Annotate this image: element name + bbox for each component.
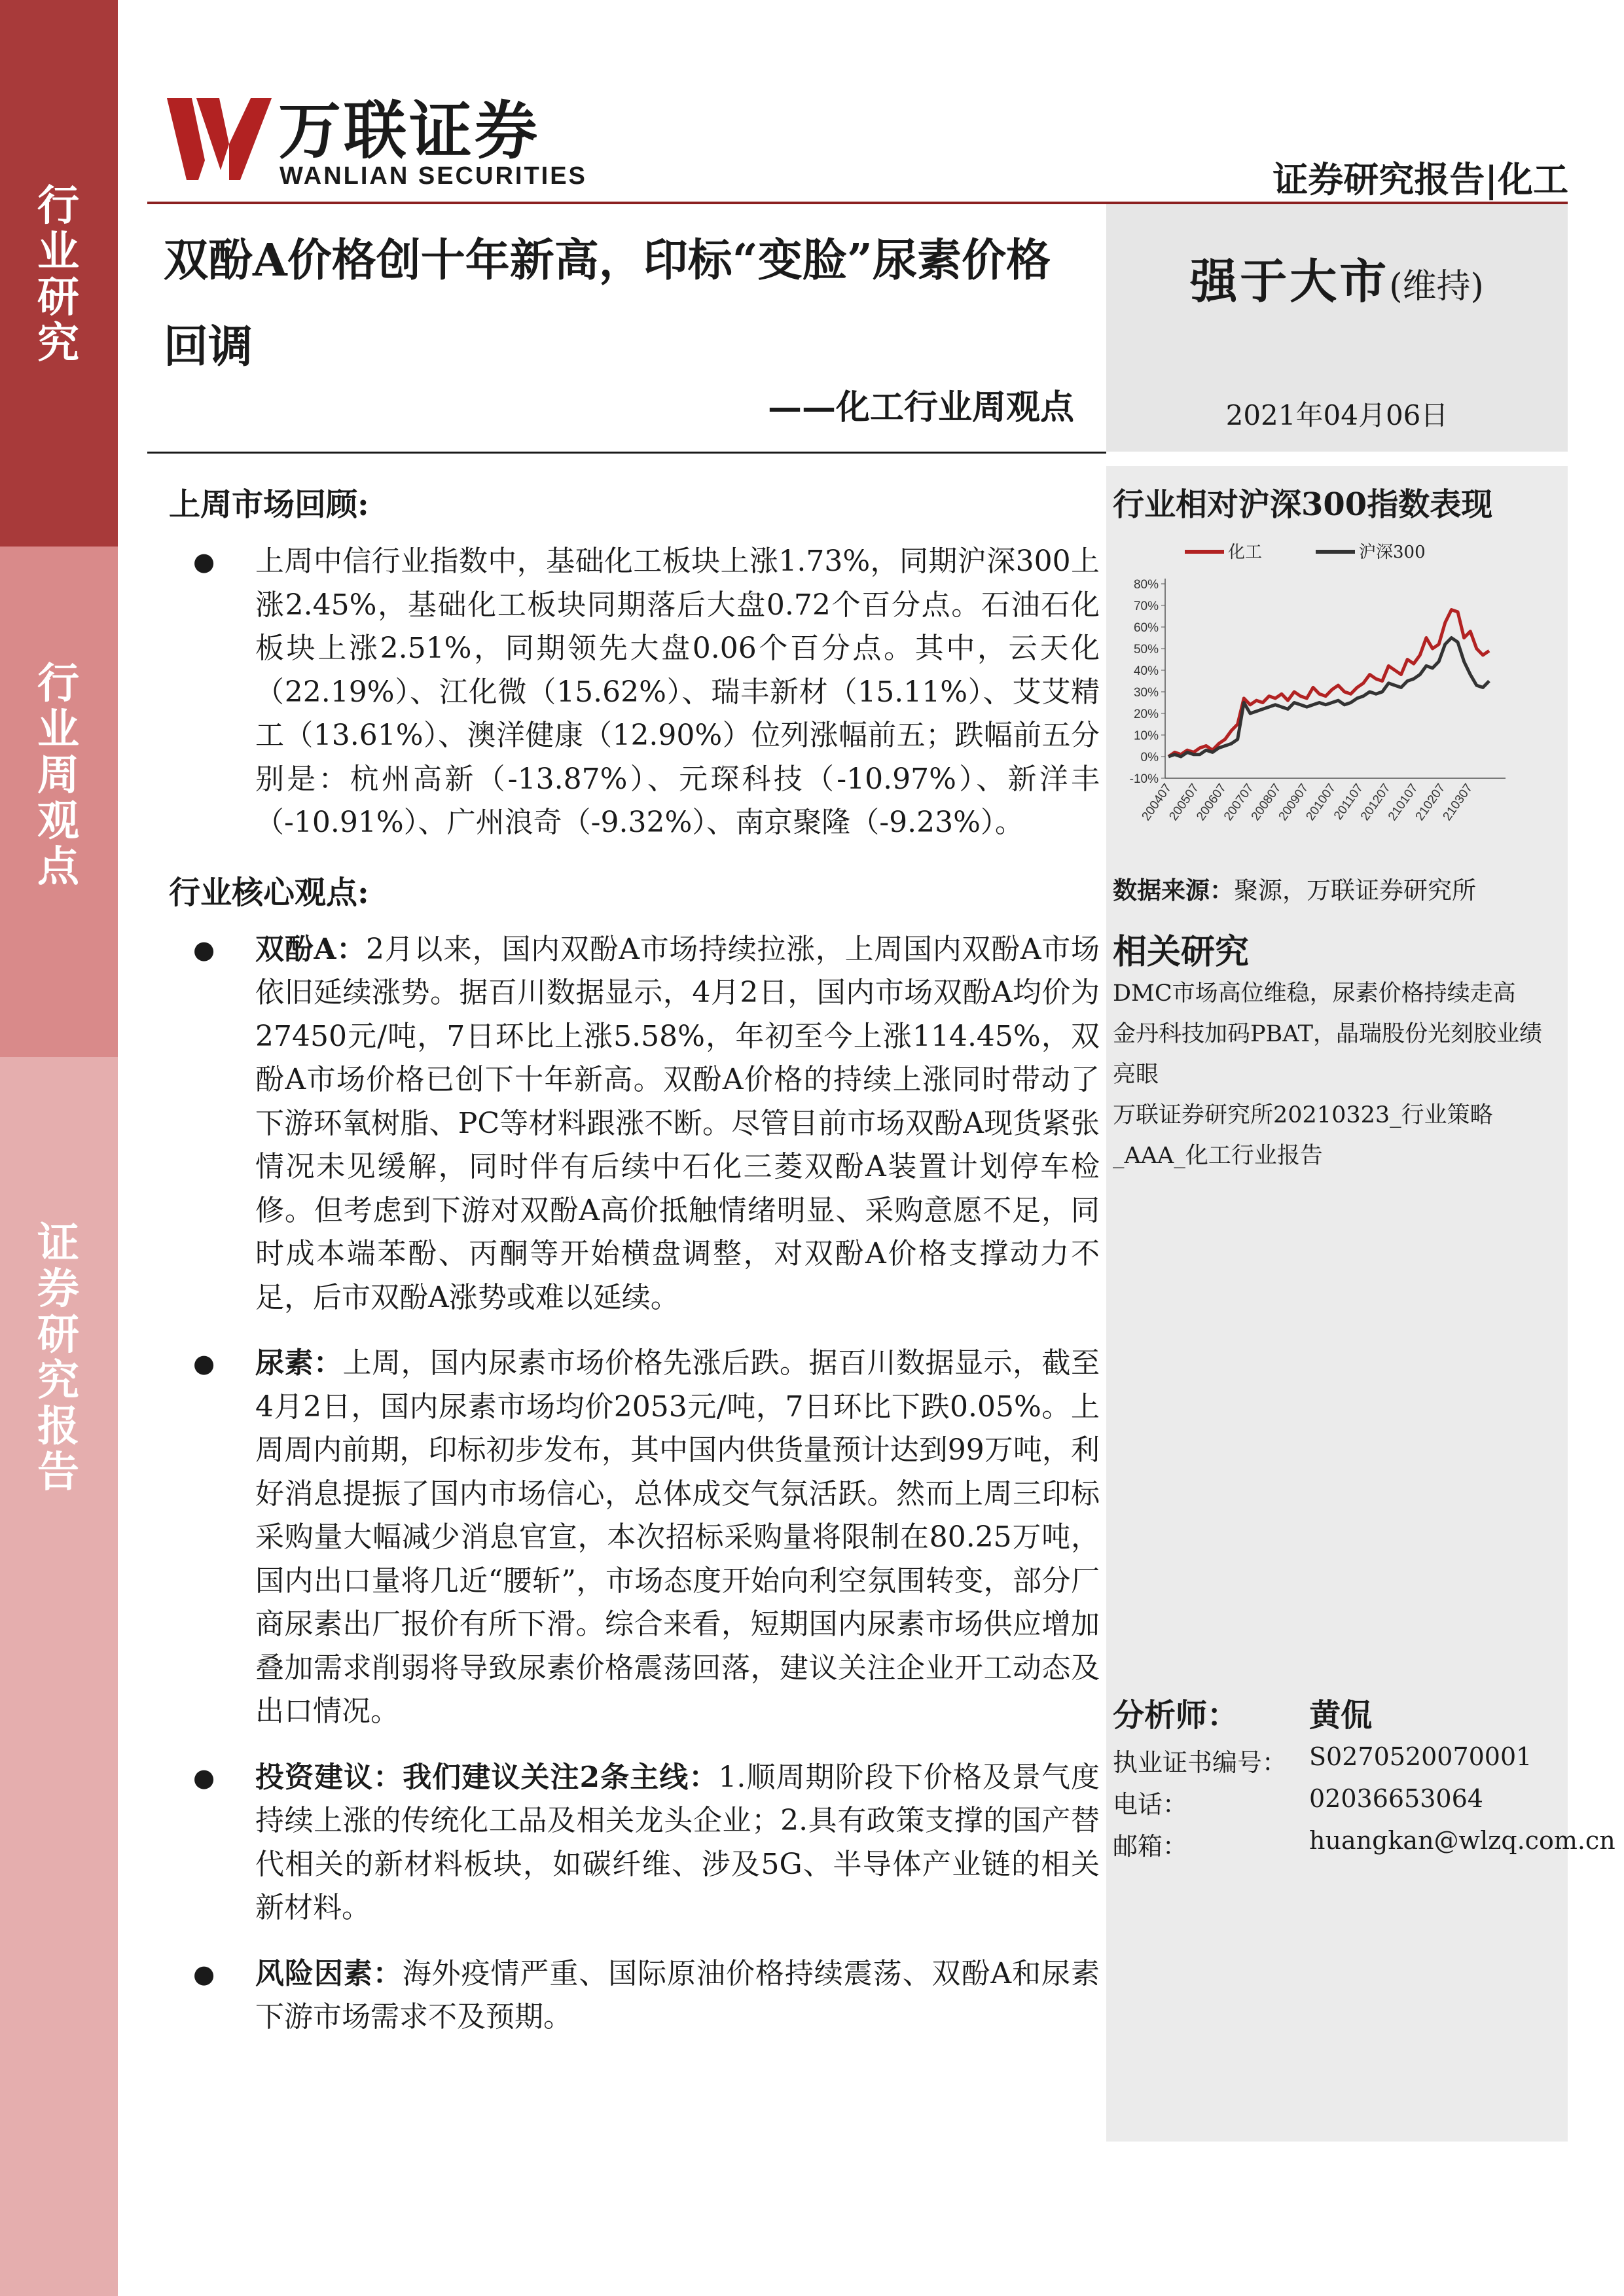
data-source bbox=[1113, 870, 1476, 906]
analyst-label: 分析师： bbox=[1113, 1697, 1239, 1734]
bullet-text: 上周中信行业指数中，基础化工板块上涨1.73%，同期沪深300上涨2.45%，基础化工板块同期落后大盘0.72个百分点。石油石化板块上涨2.51%，同期领先大盘0.06个百分点。其中，云天化（22.19%）、江化微（15.62%）、瑞丰新材（15.11%）、艾艾精工（13.61%）、澳洋健康（12.90%）位列涨幅前五；跌幅前五分别是：杭州高新（-13.87%）、元琛科技（-10.97%）、新洋丰（-10.91%）、广州浪奇（-9.32%）、南京聚隆（-9.23%）。 bbox=[255, 545, 1100, 839]
series-line-0 bbox=[1168, 610, 1489, 757]
bullet-paragraph bbox=[164, 1342, 1100, 1734]
x-tick-label: 200707 bbox=[1221, 781, 1257, 823]
legend-label: 沪深300 bbox=[1359, 543, 1426, 562]
y-tick-label: 0% bbox=[1140, 751, 1159, 764]
cert-number: S0270520070001 bbox=[1309, 1742, 1532, 1771]
bullet-lead: 投资建议：我们建议关注2条主线： bbox=[255, 1760, 719, 1794]
y-tick-label: 30% bbox=[1133, 686, 1159, 700]
phone-label: 电话： bbox=[1113, 1790, 1188, 1819]
x-tick-label: 200607 bbox=[1194, 781, 1229, 823]
side-label-research-report: 证券研究报告 bbox=[37, 1219, 81, 1497]
analyst-info bbox=[1113, 1690, 1615, 1868]
performance-chart bbox=[1113, 535, 1564, 862]
bullet-lead: 风险因素： bbox=[255, 1956, 403, 1990]
bullet-text: 上周，国内尿素市场价格先涨后跌。据百川数据显示，截至4月2日，国内尿素市场均价2053元/吨，7日环比下跌0.05%。上周周内前期，印标初步发布，其中国内供货量预计达到99万吨，利好消息提振了国内市场信心，总体成交气氛活跃。然而上周三印标采购量大幅减少消息官宣，本次招标采购量将限制在80.25万吨，国内出口量将几近“腰斩”，市场态度开始向利空氛围转变，部分厂商尿素出厂报价有所下滑。综合来看，短期国内尿素市场供应增加叠加需求削弱将导致尿素价格震荡回落，建议关注企业开工动态及出口情况。 bbox=[255, 1346, 1100, 1728]
y-tick-label: 60% bbox=[1133, 621, 1159, 635]
analyst-name: 黄侃 bbox=[1309, 1697, 1373, 1734]
rating-box bbox=[1106, 204, 1568, 452]
rating bbox=[1106, 243, 1568, 312]
bullet-paragraph bbox=[164, 928, 1100, 1320]
sidebar bbox=[1106, 466, 1615, 2142]
related-research-item[interactable]: 金丹科技加码PBAT，晶瑞股份光刻胶业绩亮眼 bbox=[1113, 1021, 1542, 1088]
side-label-industry-research: 行业研究 bbox=[37, 181, 81, 368]
data-source-label: 数据来源： bbox=[1113, 876, 1234, 905]
x-tick-label: 210107 bbox=[1385, 781, 1421, 823]
related-research-item[interactable]: 万联证券研究所20210323_行业策略_AAA_化工行业报告 bbox=[1113, 1102, 1493, 1169]
related-research-title: 相关研究 bbox=[1113, 932, 1250, 972]
y-tick-label: 20% bbox=[1133, 708, 1159, 721]
y-tick-label: -10% bbox=[1129, 772, 1159, 786]
x-tick-label: 201007 bbox=[1303, 781, 1339, 823]
legend-label: 化工 bbox=[1228, 543, 1263, 562]
y-tick-label: 40% bbox=[1133, 664, 1159, 678]
y-tick-label: 50% bbox=[1133, 643, 1159, 656]
bullet-paragraph bbox=[164, 540, 1100, 845]
x-tick-label: 210307 bbox=[1440, 781, 1476, 823]
rating-main: 强于大市 bbox=[1190, 253, 1390, 309]
report-type: 证券研究报告|化工 bbox=[1272, 158, 1568, 200]
x-tick-label: 210207 bbox=[1413, 781, 1449, 823]
report-title: 双酚A价格创十年新高，印标“变脸”尿素价格回调 bbox=[164, 234, 1051, 373]
related-research-list bbox=[1113, 973, 1561, 1176]
main-content bbox=[164, 458, 1100, 2062]
y-tick-label: 70% bbox=[1133, 600, 1159, 613]
x-tick-label: 200507 bbox=[1166, 781, 1202, 823]
phone-number: 02036653064 bbox=[1309, 1784, 1483, 1813]
x-tick-label: 201207 bbox=[1358, 781, 1394, 823]
bullet-lead: 尿素： bbox=[255, 1346, 343, 1380]
cert-label: 执业证书编号： bbox=[1113, 1748, 1288, 1777]
data-source-text: 聚源，万联证券研究所 bbox=[1234, 876, 1476, 905]
side-band bbox=[0, 0, 118, 2296]
logo-english-name: WANLIAN SECURITIES bbox=[280, 162, 587, 190]
y-tick-label: 10% bbox=[1133, 729, 1159, 743]
wanlian-logo-icon bbox=[167, 98, 272, 180]
side-label-weekly-view: 行业周观点 bbox=[37, 659, 81, 891]
x-tick-label: 200907 bbox=[1276, 781, 1312, 823]
email-address[interactable]: huangkan@wlzq.com.cn bbox=[1309, 1826, 1615, 1855]
report-subtitle: ——化工行业周观点 bbox=[767, 387, 1074, 427]
series-line-1 bbox=[1168, 638, 1489, 757]
bullet-paragraph bbox=[164, 1756, 1100, 1930]
rating-sub: (维持) bbox=[1389, 267, 1484, 306]
chart-title: 行业相对沪深300指数表现 bbox=[1113, 486, 1493, 523]
logo-chinese-name: 万联证券 bbox=[278, 94, 540, 168]
bullet-paragraph bbox=[164, 1952, 1100, 2039]
bullet-text: 1.顺周期阶段下价格及景气度持续上涨的传统化工品及相关龙头企业；2.具有政策支撑的国产替代相关的新材料板块，如碳纤维、涉及5G、半导体产业链的相关新材料。 bbox=[255, 1760, 1100, 1924]
email-label: 邮箱： bbox=[1113, 1832, 1188, 1861]
section-heading: 上周市场回顾: bbox=[169, 486, 369, 523]
company-logo bbox=[167, 85, 592, 190]
x-tick-label: 200807 bbox=[1248, 781, 1284, 823]
related-research-item[interactable]: DMC市场高位维稳，尿素价格持续走高 bbox=[1113, 980, 1516, 1007]
y-tick-label: 80% bbox=[1133, 578, 1159, 592]
bullet-text: 海外疫情严重、国际原油价格持续震荡、双酚A和尿素下游市场需求不及预期。 bbox=[255, 1956, 1100, 2034]
x-tick-label: 200407 bbox=[1139, 781, 1175, 823]
bullet-lead: 双酚A： bbox=[255, 932, 366, 966]
section-heading: 行业核心观点: bbox=[169, 874, 369, 911]
report-date: 2021年04月06日 bbox=[1225, 399, 1449, 431]
x-tick-label: 201107 bbox=[1331, 781, 1366, 823]
bullet-text: 2月以来，国内双酚A市场持续拉涨，上周国内双酚A市场依旧延续涨势。据百川数据显示，4月2日，国内市场双酚A均价为27450元/吨，7日环比上涨5.58%，年初至今上涨114.45%，双酚A市场价格已创下十年新高。双酚A价格的持续上涨同时带动了下游环氧树脂、PC等材料跟涨不断。尽管目前市场双酚A现货紧张情况未见缓解，同时伴有后续中石化三菱双酚A装置计划停车检修。但考虑到下游对双酚A高价抵触情绪明显、采购意愿不足，同时成本端苯酚、丙酮等开始横盘调整，对双酚A价格支撑动力不足，后市双酚A涨势或难以延续。 bbox=[255, 932, 1100, 1314]
title-divider bbox=[147, 452, 1106, 454]
